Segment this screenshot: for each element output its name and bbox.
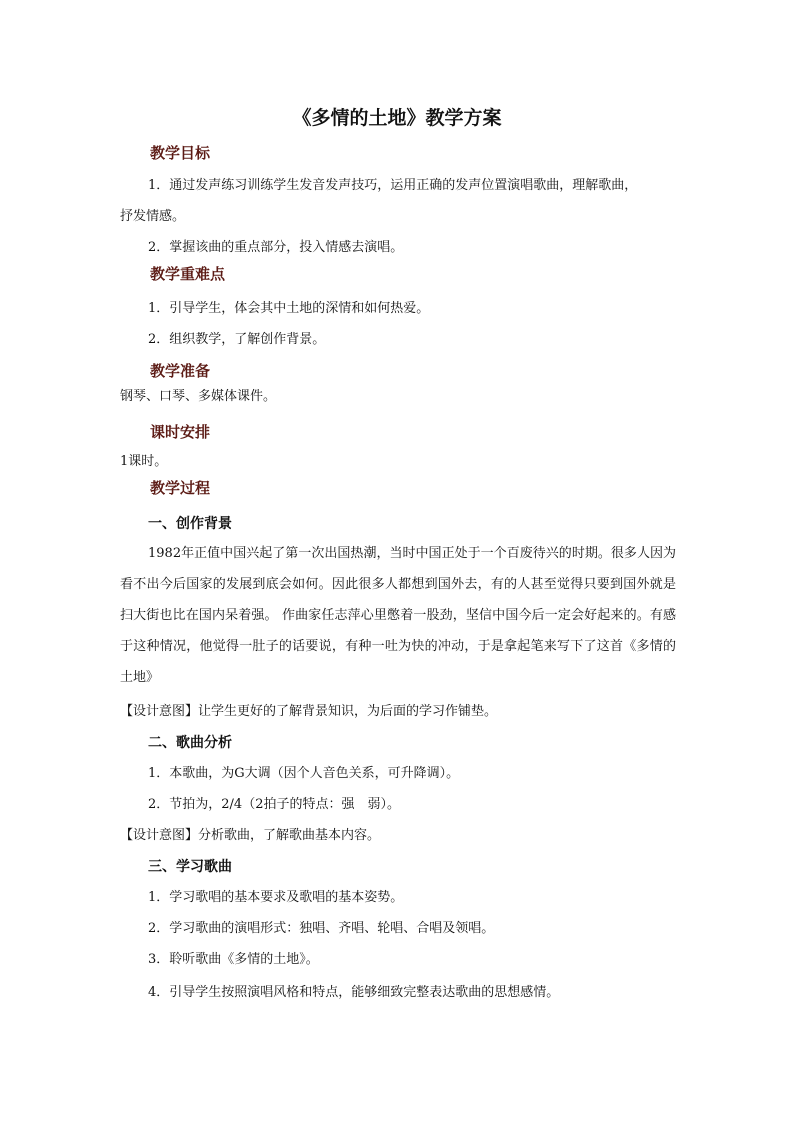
goal-item-2: 2．掌握该曲的重点部分，投入情感去演唱。 (148, 240, 404, 255)
heading-preparation: 教学准备 (150, 362, 211, 380)
subheading-song-analysis: 二、歌曲分析 (148, 735, 232, 751)
key-point-item-1: 1．引导学生，体会其中土地的深情和如何热爱。 (148, 301, 430, 316)
heading-key-points: 教学重难点 (150, 265, 226, 283)
heading-process: 教学过程 (150, 479, 211, 497)
goal-item-1-line-1: 1．通过发声练习训练学生发音发声技巧，运用正确的发声位置演唱歌曲，理解歌曲， (148, 178, 638, 193)
goal-item-1-line-2: 抒发情感。 (120, 209, 186, 224)
learn-item-3: 3．聆听歌曲《多情的土地》。 (148, 952, 319, 967)
background-paragraph: 1982年正值中国兴起了第一次出国热潮，当时中国正处于一个百废待兴的时期。很多人因为看不出今后国家的发展到底会如何。因此很多人都想到国外去，有的人甚至觉得只要到国外就是扫大街也比在国内呆着强。 作曲家任志萍心里憋着一股劲，坚信中国今后一定会好起来的。有感于这种情况，他觉得一肚子的话要说，有种一吐为快的冲动，于是拿起笔来写下了这首《多情的土地》 (120, 546, 676, 685)
design-intent-1: 【设计意图】让学生更好的了解背景知识，为后面的学习作铺垫。 (120, 704, 498, 719)
heading-schedule: 课时安排 (150, 423, 211, 441)
key-point-item-2: 2．组织教学，了解创作背景。 (148, 332, 326, 347)
learn-item-2: 2．学习歌曲的演唱形式：独唱、齐唱、轮唱、合唱及领唱。 (148, 921, 495, 936)
design-intent-2: 【设计意图】分析歌曲，了解歌曲基本内容。 (120, 828, 381, 843)
schedule-text: 1课时。 (120, 454, 168, 469)
analysis-item-2: 2．节拍为，2/4（2拍子的特点：强 弱）。 (148, 797, 400, 812)
learn-item-4: 4．引导学生按照演唱风格和特点，能够细致完整表达歌曲的思想感情。 (148, 985, 560, 1000)
learn-item-1: 1．学习歌唱的基本要求及歌唱的基本姿势。 (148, 890, 404, 905)
analysis-item-1: 1．本歌曲，为G大调（因个人音色关系，可升降调）。 (148, 766, 460, 781)
subheading-background: 一、创作背景 (148, 516, 232, 532)
document-title: 《多情的土地》教学方案 (292, 107, 502, 129)
heading-goals: 教学目标 (150, 144, 211, 162)
preparation-text: 钢琴、口琴、多媒体课件。 (120, 389, 277, 404)
subheading-learn-song: 三、学习歌曲 (148, 859, 232, 875)
